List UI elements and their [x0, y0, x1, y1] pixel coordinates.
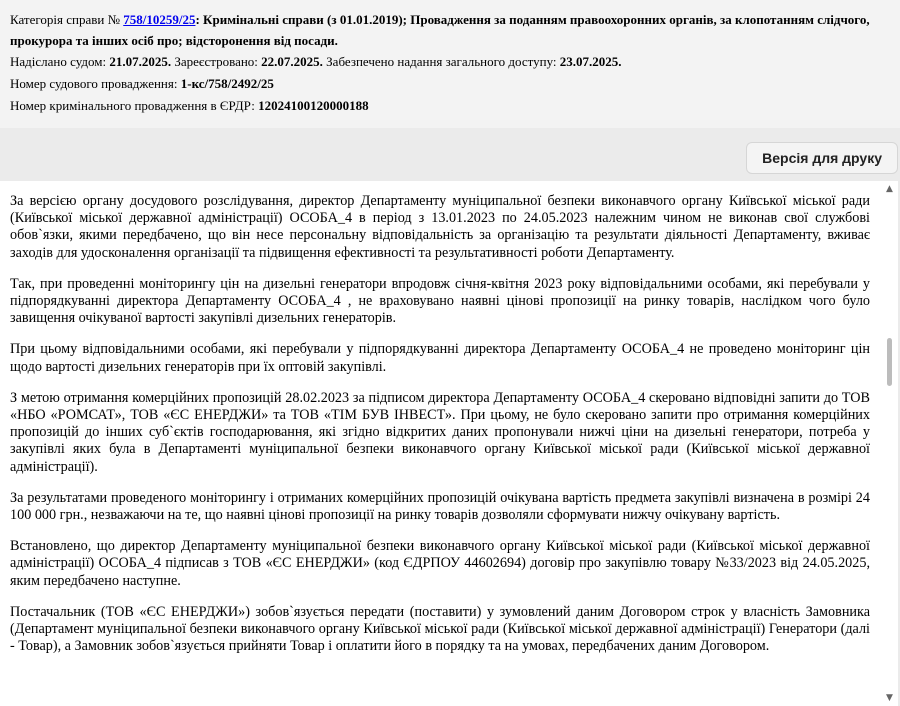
document-viewer[interactable]	[0, 181, 898, 706]
access-label: Забезпечено надання загального доступу:	[326, 54, 557, 69]
paragraph-1: За версією органу досудового розслідування, директор Департаменту муніципальної безпеки виконавчого органу Київської міської ради (Київської міської державної адміністрації) ОСОБА_4 в період з 13.01.2023 по 24.05.2023 належним чином не виконав свої службові обов`язки, якими передбачено, що він несе персональну відповідальність за організацію та результати діяльності Департаменту, вживає заходів для удосконалення організації та підвищення ефективності та результативності роботи Департаменту.	[10, 193, 870, 261]
category-label: Категорія справи №	[10, 12, 120, 27]
document-text	[10, 193, 870, 669]
access-date: 23.07.2025.	[559, 54, 622, 69]
paragraph-2: Так, при проведенні моніторингу цін на дизельні генератори впродовж січня-квітня 2023 року відповідальними особами, які перебували у підпорядкуванні директора Департаменту ОСОБА_4 , не враховувано наявні цінові пропозиції на ринку товарів, наслідком чого було завищення очікуваної вартості закупівлі дизельних генераторів.	[10, 275, 870, 327]
case-category-line	[10, 9, 890, 51]
case-number-link[interactable]: 758/10259/25	[123, 12, 196, 27]
erdr-line	[10, 95, 890, 117]
category-text: : Кримінальні справи (з 01.01.2019); Провадження за поданням правоохоронних органів, за клопотанням слідчого, прокурора та інших осіб про; відсторонення від посади.	[10, 12, 870, 48]
paragraph-4: З метою отримання комерційних пропозицій 28.02.2023 за підписом директора Департаменту ОСОБА_4 скеровано відповідні запити до ТОВ «НБО «РОМСАТ», ТОВ «ЄС ЕНЕРДЖИ» та ТОВ «ТІМ БУВ ІНВЕСТ». При цьому, не було скеровано запити про отримання комерційних пропозицій до інших суб`єктів господарювання, які згідно відкритих даних пропонували нижчі ціни на дизельні генератори, потреба у закупівлі яких була в Департаменті муніципальної безпеки виконавчого органу Київської міської ради (Київської міської державної адміністрації).	[10, 389, 870, 475]
scroll-up-arrow-icon[interactable]: ▲	[886, 184, 893, 194]
registered-date: 22.07.2025.	[261, 54, 323, 69]
erdr-number: 12024100120000188	[258, 98, 369, 113]
scroll-thumb[interactable]	[887, 338, 892, 386]
case-info-header	[0, 0, 900, 128]
court-case-line	[10, 73, 890, 95]
toolbar	[0, 128, 900, 178]
dates-line	[10, 51, 890, 73]
paragraph-5: За результатами проведеного моніторингу і отриманих комерційних пропозицій очікувана вартість предмета закупівлі визначена в розмірі 24 100 000 грн., незважаючи на те, що наявні цінові пропозиції на ринку товарів дозволяли сформувати нижчу очікувану вартість.	[10, 489, 870, 524]
paragraph-7: Постачальник (ТОВ «ЄС ЕНЕРДЖИ») зобов`язується передати (поставити) у зумовлений даним Договором строк у власність Замовника (Департамент муніципальної безпеки виконавчого органу Київської міської ради (Київської міської державної адміністрації) Генератори (далі - Товар), а Замовник зобов`язується прийняти Товар і оплатити його в порядку та на умовах, передбачених даним Договором.	[10, 603, 870, 655]
sent-date: 21.07.2025.	[109, 54, 172, 69]
scroll-down-arrow-icon[interactable]: ▼	[886, 693, 893, 703]
registered-label: Зареєстровано:	[174, 54, 258, 69]
vertical-scrollbar[interactable]	[881, 181, 898, 706]
sent-label: Надіслано судом:	[10, 54, 107, 69]
paragraph-3: При цьому відповідальними особами, які перебували у підпорядкуванні директора Департаменту ОСОБА_4 не проведено моніторинг цін щодо вартості дизельних генераторів при їх оптовій закупівлі.	[10, 341, 870, 375]
court-case-number: 1-кс/758/2492/25	[180, 76, 274, 91]
court-case-label: Номер судового провадження:	[10, 76, 178, 91]
erdr-label: Номер кримінального провадження в ЄРДР:	[10, 98, 255, 113]
paragraph-6: Встановлено, що директор Департаменту муніципальної безпеки виконавчого органу Київської міської ради (Київської міської державної адміністрації) ОСОБА_4 підписав з ТОВ «ЄС ЕНЕРДЖИ» (код ЄДРПОУ 44602694) договір про закупівлю товару №33/2023 від 24.05.2025, яким передбачено наступне.	[10, 538, 870, 589]
print-version-button[interactable]: Версія для друку	[746, 142, 898, 174]
